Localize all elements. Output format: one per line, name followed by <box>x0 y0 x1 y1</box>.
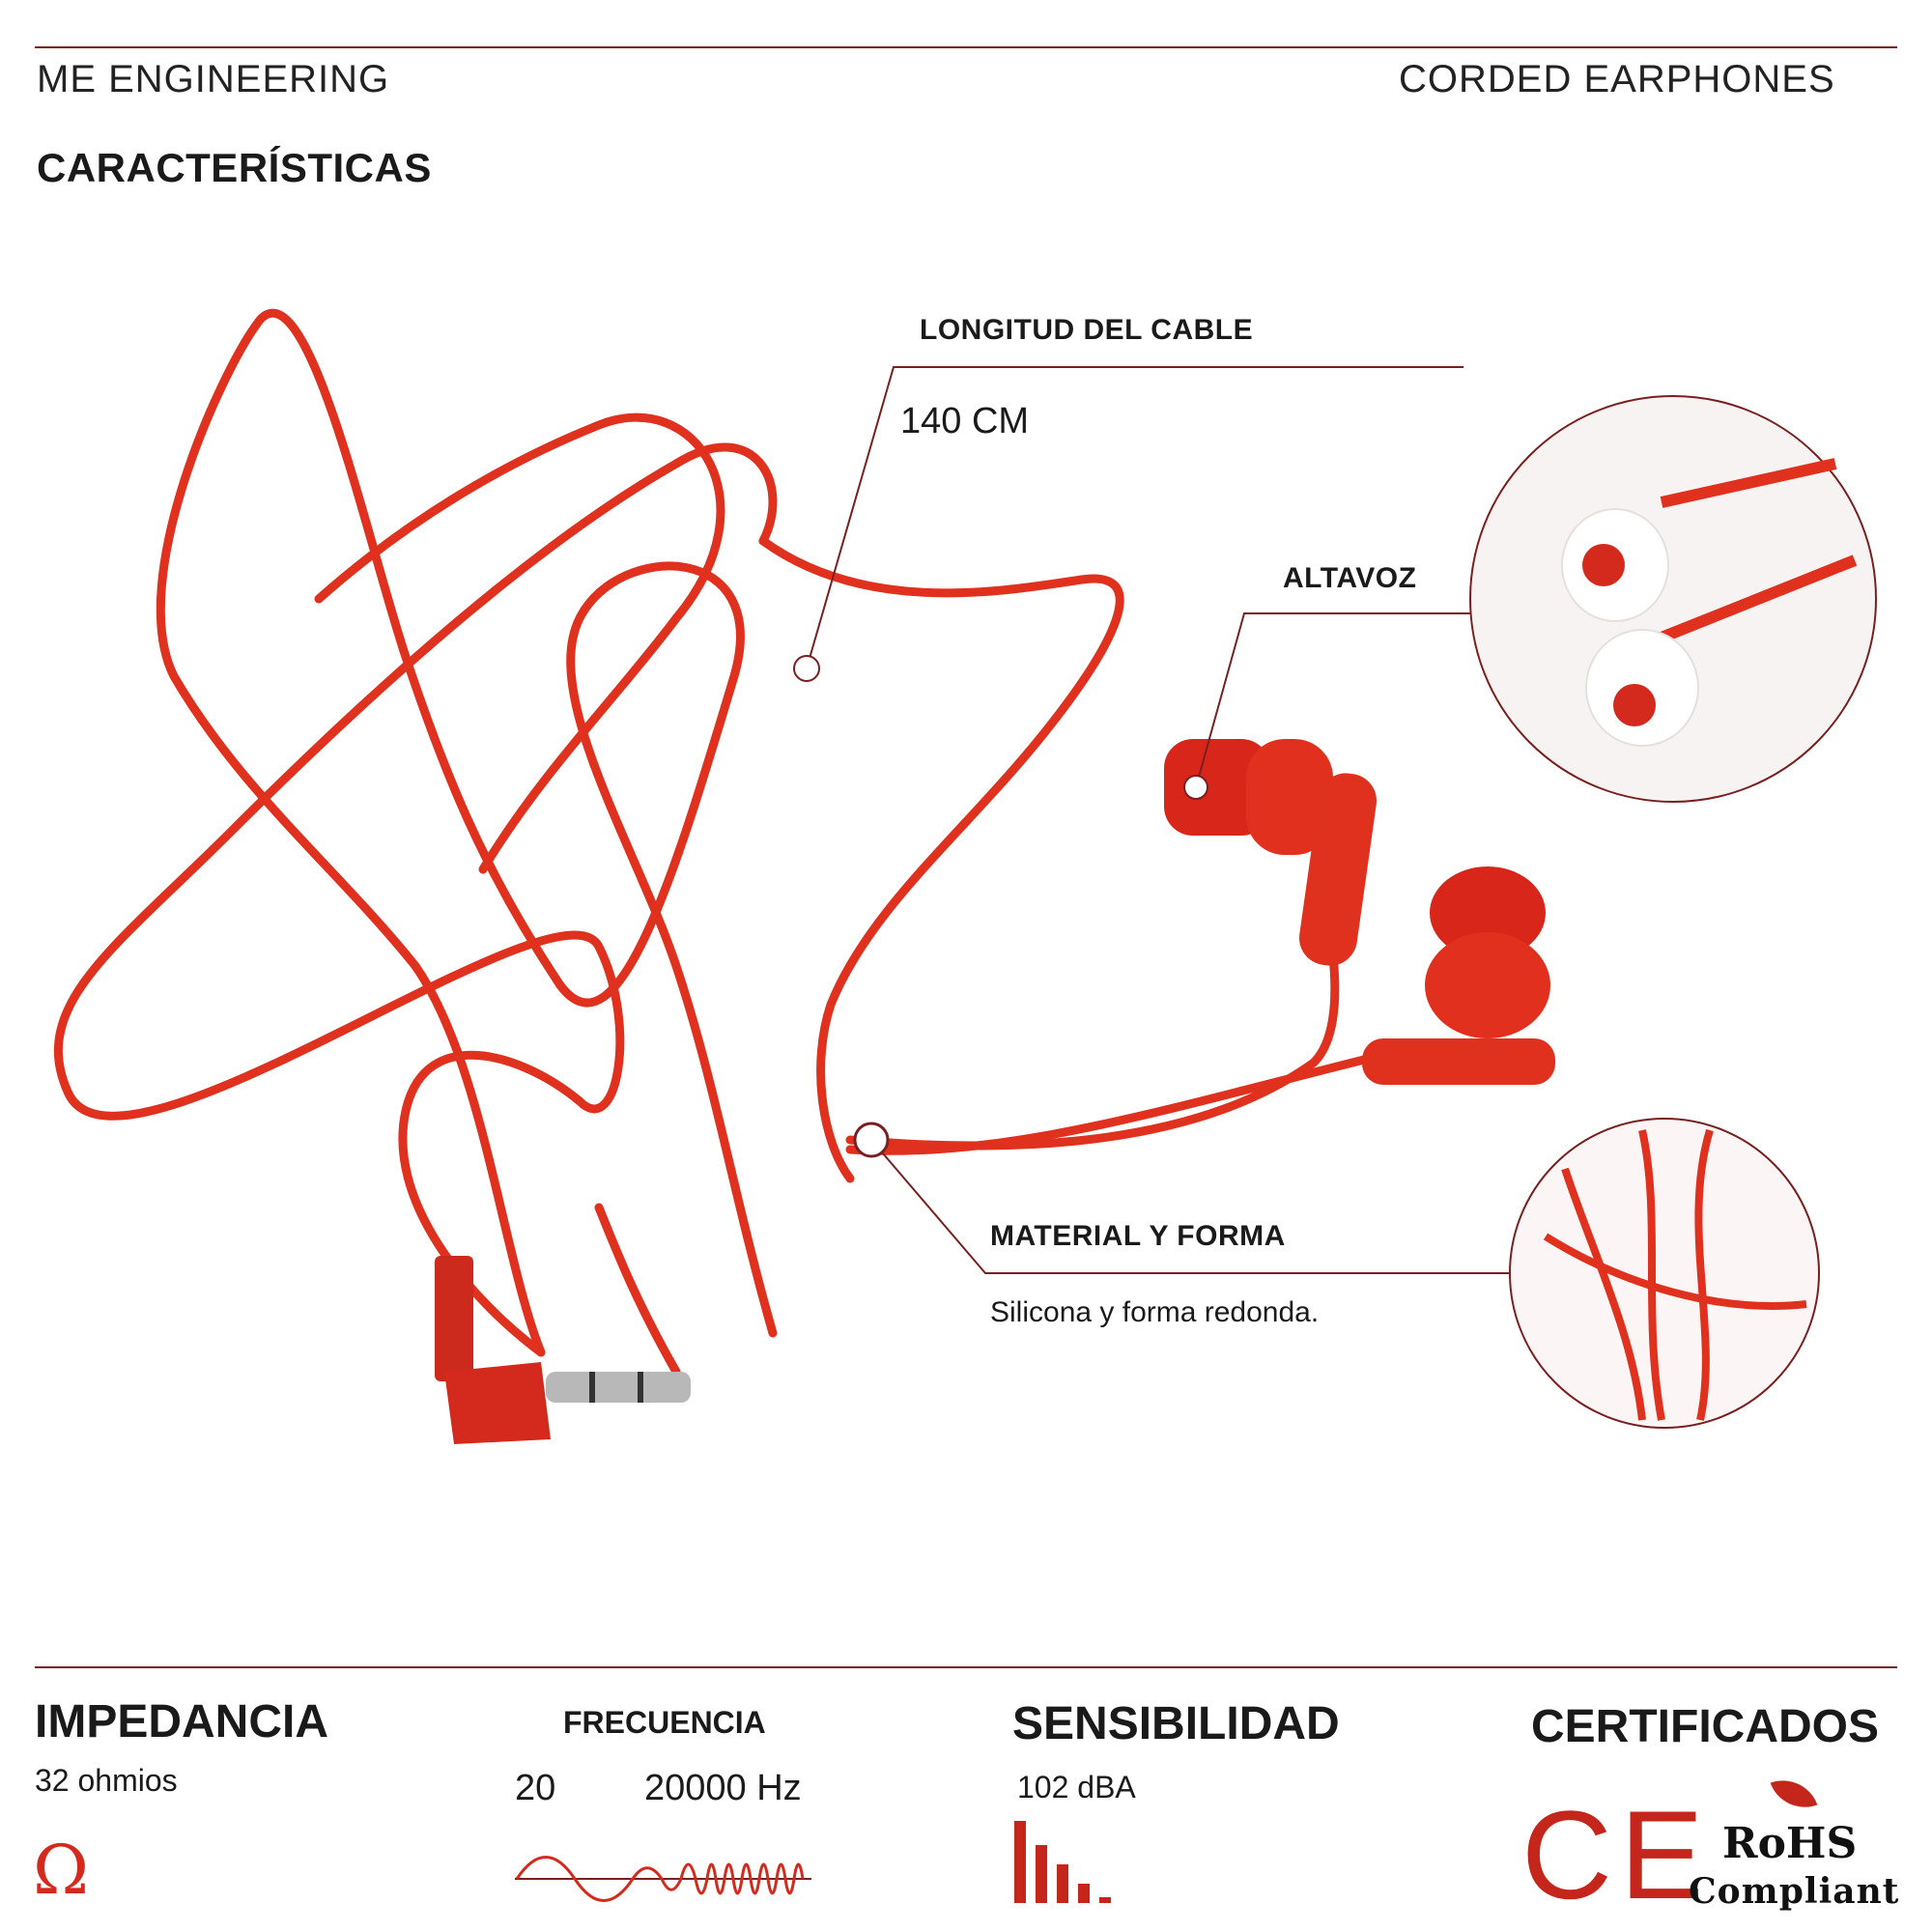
sensitivity-title: SENSIBILIDAD <box>1012 1698 1340 1749</box>
frequency-high: 20000 Hz <box>644 1768 802 1808</box>
speaker-label: ALTAVOZ <box>1283 562 1417 594</box>
jack-plug <box>435 1256 691 1444</box>
bottom-rule <box>35 1666 1897 1668</box>
cable-upper-sweep <box>319 417 721 869</box>
speaker-zoom-circle <box>1470 396 1876 802</box>
impedance-value: 32 ohmios <box>35 1763 178 1798</box>
sensitivity-value: 102 dBA <box>1017 1770 1136 1804</box>
impedance-title: IMPEDANCIA <box>35 1696 329 1747</box>
material-desc: Silicona y forma redonda. <box>990 1296 1320 1328</box>
brand-name: ME ENGINEERING <box>37 58 390 100</box>
material-zoom-circle <box>1510 1119 1819 1428</box>
product-name: CORDED EARPHONES <box>1399 58 1835 100</box>
cable-loop-mid <box>560 566 773 1333</box>
certificates-title: CERTIFICADOS <box>1531 1701 1879 1752</box>
material-label: MATERIAL Y FORMA <box>990 1220 1286 1252</box>
cable-callout-dot <box>794 656 819 681</box>
cable-to-jack <box>599 1208 676 1372</box>
ce-mark-icon: CE <box>1521 1784 1712 1925</box>
rohs-compliant-label: Compliant <box>1689 1871 1900 1912</box>
cable-length-value: 140 CM <box>900 401 1030 441</box>
earbud-left <box>1164 739 1380 969</box>
material-callout-dot <box>855 1123 888 1156</box>
cable-to-earbud-1 <box>850 956 1335 1146</box>
material-callout-line <box>871 1140 1517 1273</box>
rohs-label: RoHS <box>1722 1819 1858 1868</box>
earbud-right <box>1362 867 1555 1085</box>
section-title: CARACTERÍSTICAS <box>37 145 432 190</box>
speaker-callout-dot <box>1184 776 1208 799</box>
ohm-icon: Ω <box>33 1831 90 1910</box>
cable-length-label: LONGITUD DEL CABLE <box>920 314 1254 346</box>
frequency-title: FRECUENCIA <box>563 1705 766 1740</box>
frequency-low: 20 <box>515 1768 556 1808</box>
